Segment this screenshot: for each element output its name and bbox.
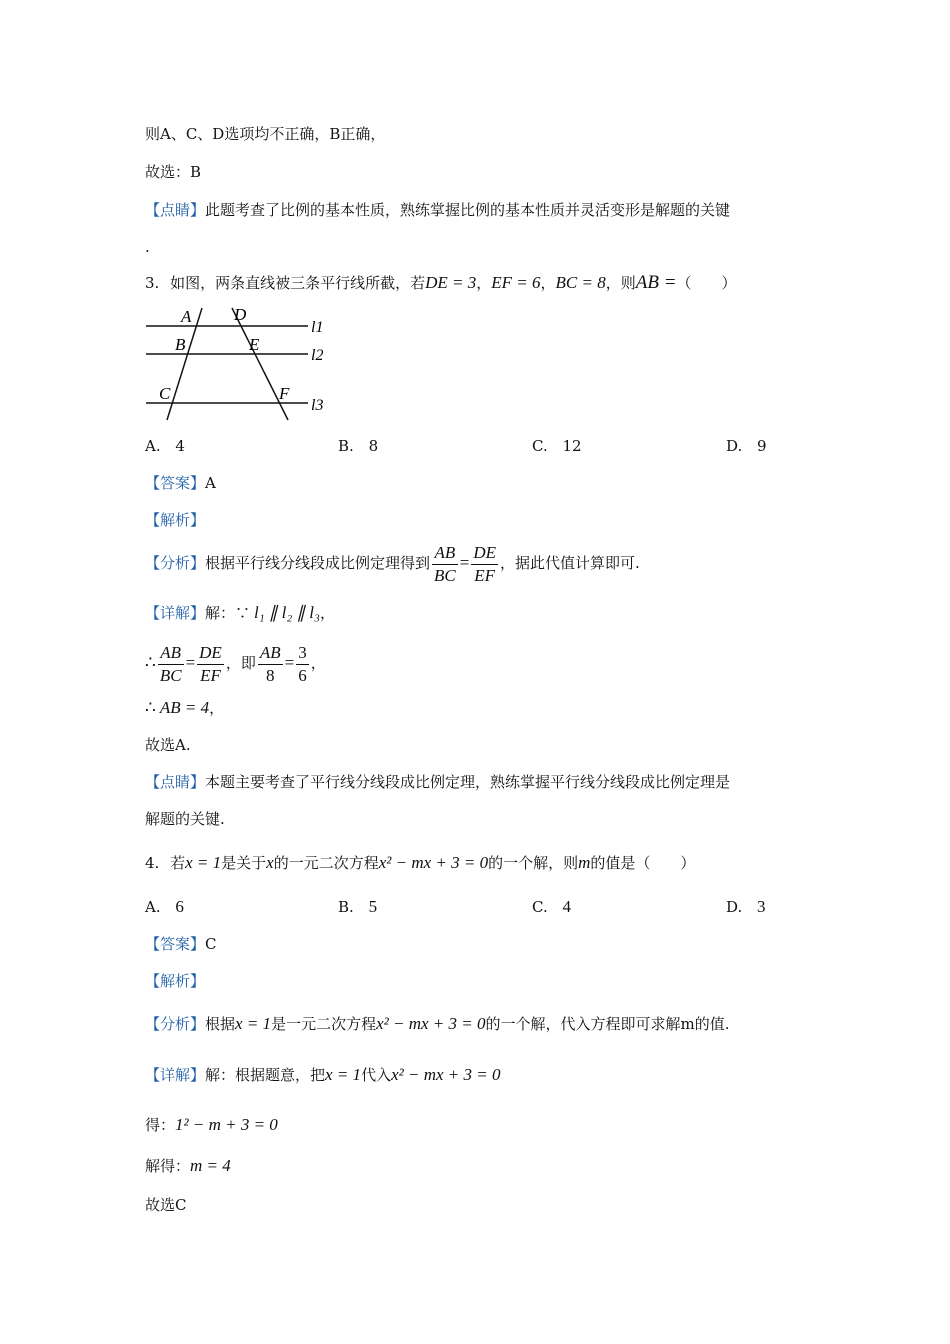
- detail-text: ，即: [225, 654, 256, 672]
- answer-value: C: [205, 935, 217, 953]
- point-label: D: [234, 305, 247, 324]
- therefore-symbol: ∴: [145, 698, 156, 717]
- answer-tag: 【答案】: [145, 935, 206, 953]
- q4-substitute: [145, 1115, 278, 1135]
- fraction-ab-bc: [432, 542, 458, 587]
- detail-text: 解得：: [145, 1157, 191, 1175]
- line-label: l3: [311, 397, 324, 414]
- detail-text: 解：∵: [205, 604, 251, 622]
- math-equation: x² − mx + 3 = 0: [378, 853, 489, 872]
- option-value: 6: [175, 897, 184, 916]
- prev-conclusion: 则A、C、D选项均不正确，B正确，: [145, 125, 386, 143]
- fenxi-text: 的一个解，代入方程即可求解m的值.: [485, 1015, 730, 1033]
- prev-comment: [145, 200, 730, 220]
- q4-stem-text: 的值是（ ）: [590, 854, 696, 872]
- parallel-condition: l₁ ∥ l₂ ∥ l₃: [254, 603, 320, 622]
- q3-option-a[interactable]: [145, 436, 185, 456]
- point-label: B: [175, 335, 186, 354]
- option-value: 5: [368, 897, 378, 916]
- comment-text: 此题考查了比例的基本性质，熟练掌握比例的基本性质并灵活变形是解题的关键: [205, 201, 731, 219]
- comment-text: 本题主要考查了平行线分线段成比例定理，熟练掌握平行线分线段成比例定理是: [205, 773, 731, 791]
- comment-tag: 【点睛】: [145, 201, 206, 219]
- option-label: C.: [532, 437, 548, 455]
- q3-option-c[interactable]: [532, 436, 582, 456]
- point-label: F: [279, 384, 290, 403]
- option-value: 3: [757, 897, 766, 916]
- q4-fenxi: [145, 1014, 729, 1034]
- numerator: AB: [158, 642, 184, 665]
- denominator: BC: [434, 565, 456, 585]
- prev-comment-end: .: [145, 238, 150, 256]
- fenxi-text: ，据此代值计算即可.: [500, 554, 640, 572]
- q3-cond-bc: BC = 8: [555, 273, 606, 292]
- equals: =: [284, 653, 295, 672]
- q4-number: 4.: [145, 854, 160, 872]
- q3-stem: [145, 273, 737, 293]
- q3-comment-cont: 解题的关键.: [145, 810, 225, 828]
- q3-sep: ，则: [605, 274, 636, 292]
- q4-detail: [145, 1065, 500, 1085]
- q3-answer: [145, 473, 216, 493]
- detail-text: 解：根据题意，把: [205, 1066, 326, 1084]
- q3-cond-ef: EF = 6: [491, 273, 541, 292]
- option-value: 9: [757, 437, 767, 455]
- fraction-3-6: [296, 642, 309, 687]
- detail-tag: 【详解】: [145, 1066, 206, 1084]
- line-label: l1: [311, 319, 324, 336]
- numerator: AB: [432, 542, 458, 565]
- denominator: EF: [200, 665, 221, 685]
- q3-proportion: [145, 640, 326, 687]
- option-label: B.: [338, 437, 354, 455]
- q4-stem: [145, 853, 695, 873]
- prev-choose: 故选：B: [145, 163, 202, 181]
- q3-option-b[interactable]: [338, 436, 378, 456]
- denominator: 6: [298, 665, 307, 685]
- denominator: EF: [474, 565, 496, 585]
- detail-text: ，: [310, 654, 326, 672]
- q3-sep: ，: [476, 274, 492, 292]
- math-x: x: [266, 853, 274, 872]
- q3-number: 3.: [145, 274, 160, 292]
- q4-stem-text: 是关于: [221, 854, 267, 872]
- detail-text: 代入: [361, 1066, 392, 1084]
- q3-paren: （ ）: [676, 274, 737, 292]
- numerator: 3: [296, 642, 309, 665]
- q3-analysis-tag: 【解析】: [145, 511, 206, 529]
- numerator: DE: [197, 642, 224, 665]
- math-equation: m = 4: [190, 1156, 231, 1175]
- numerator: AB: [258, 642, 283, 665]
- equals: =: [185, 653, 196, 672]
- option-value: 4: [175, 437, 185, 455]
- q4-option-b[interactable]: [338, 897, 377, 917]
- option-label: D.: [726, 437, 743, 455]
- answer-value: A: [205, 474, 216, 492]
- q3-comment: [145, 772, 730, 792]
- q3-ask: AB =: [635, 272, 677, 293]
- q4-option-c[interactable]: [532, 897, 571, 917]
- fenxi-text: 是一元二次方程: [271, 1015, 377, 1033]
- math-equation: x² − mx + 3 = 0: [391, 1065, 501, 1084]
- q3-choose: 故选A.: [145, 736, 191, 754]
- q3-detail: [145, 603, 335, 623]
- option-value: 8: [368, 437, 379, 455]
- line-label: l2: [311, 347, 324, 364]
- fraction-de-ef: [197, 642, 224, 687]
- fenxi-text: 根据平行线分线段成比例定理得到: [205, 554, 431, 572]
- q3-result: [145, 698, 224, 718]
- q4-choose: 故选C: [145, 1196, 187, 1214]
- detail-tag: 【详解】: [145, 604, 206, 622]
- fraction-ab-8: [258, 642, 283, 687]
- q3-fenxi: [145, 540, 640, 587]
- math-m: m: [578, 853, 591, 872]
- fraction-de-ef: [471, 542, 498, 587]
- fenxi-text: 根据: [205, 1015, 236, 1033]
- parallel-lines-figure: [140, 300, 340, 425]
- q4-answer: [145, 934, 217, 954]
- point-label: E: [249, 335, 260, 354]
- math-x-eq-1: x = 1: [185, 853, 222, 872]
- q3-option-d[interactable]: [726, 436, 767, 456]
- answer-tag: 【答案】: [145, 474, 206, 492]
- fenxi-tag: 【分析】: [145, 554, 206, 572]
- q4-stem-text: 若: [170, 854, 186, 872]
- option-label: B.: [338, 898, 354, 916]
- q4-solve: [145, 1156, 231, 1176]
- q3-sep: ，: [540, 274, 556, 292]
- denominator: BC: [159, 665, 182, 685]
- therefore-symbol: ∴: [145, 653, 156, 672]
- option-value: 4: [562, 897, 571, 916]
- numerator: DE: [471, 542, 498, 565]
- fenxi-tag: 【分析】: [145, 1015, 206, 1033]
- option-label: C.: [532, 898, 548, 916]
- q3-stem-text: 如图，两条直线被三条平行线所截，若: [170, 274, 426, 292]
- equals: =: [459, 553, 470, 572]
- q3-cond-de: DE = 3: [425, 273, 477, 292]
- math-x-eq-1: x = 1: [235, 1014, 272, 1033]
- point-label: A: [181, 307, 192, 326]
- denominator: 8: [265, 665, 275, 685]
- detail-text: 得：: [145, 1116, 176, 1134]
- q4-option-d[interactable]: [726, 897, 766, 917]
- result-eq: AB = 4: [159, 698, 210, 717]
- fraction-ab-bc: [158, 642, 184, 687]
- detail-text: ，: [319, 604, 335, 622]
- q4-stem-text: 的一个解，则: [488, 854, 579, 872]
- math-equation: 1² − m + 3 = 0: [175, 1115, 278, 1134]
- q4-analysis-tag: 【解析】: [145, 972, 206, 990]
- option-label: A.: [145, 437, 161, 455]
- option-value: 12: [562, 437, 582, 455]
- q4-stem-text: 的一元二次方程: [273, 854, 379, 872]
- math-x-eq-1: x = 1: [325, 1065, 362, 1084]
- point-label: C: [159, 384, 171, 403]
- detail-text: ，: [209, 699, 225, 717]
- math-equation: x² − mx + 3 = 0: [376, 1014, 486, 1033]
- q4-option-a[interactable]: [145, 897, 184, 917]
- option-label: D.: [726, 898, 743, 916]
- option-label: A.: [145, 898, 161, 916]
- comment-tag: 【点睛】: [145, 773, 206, 791]
